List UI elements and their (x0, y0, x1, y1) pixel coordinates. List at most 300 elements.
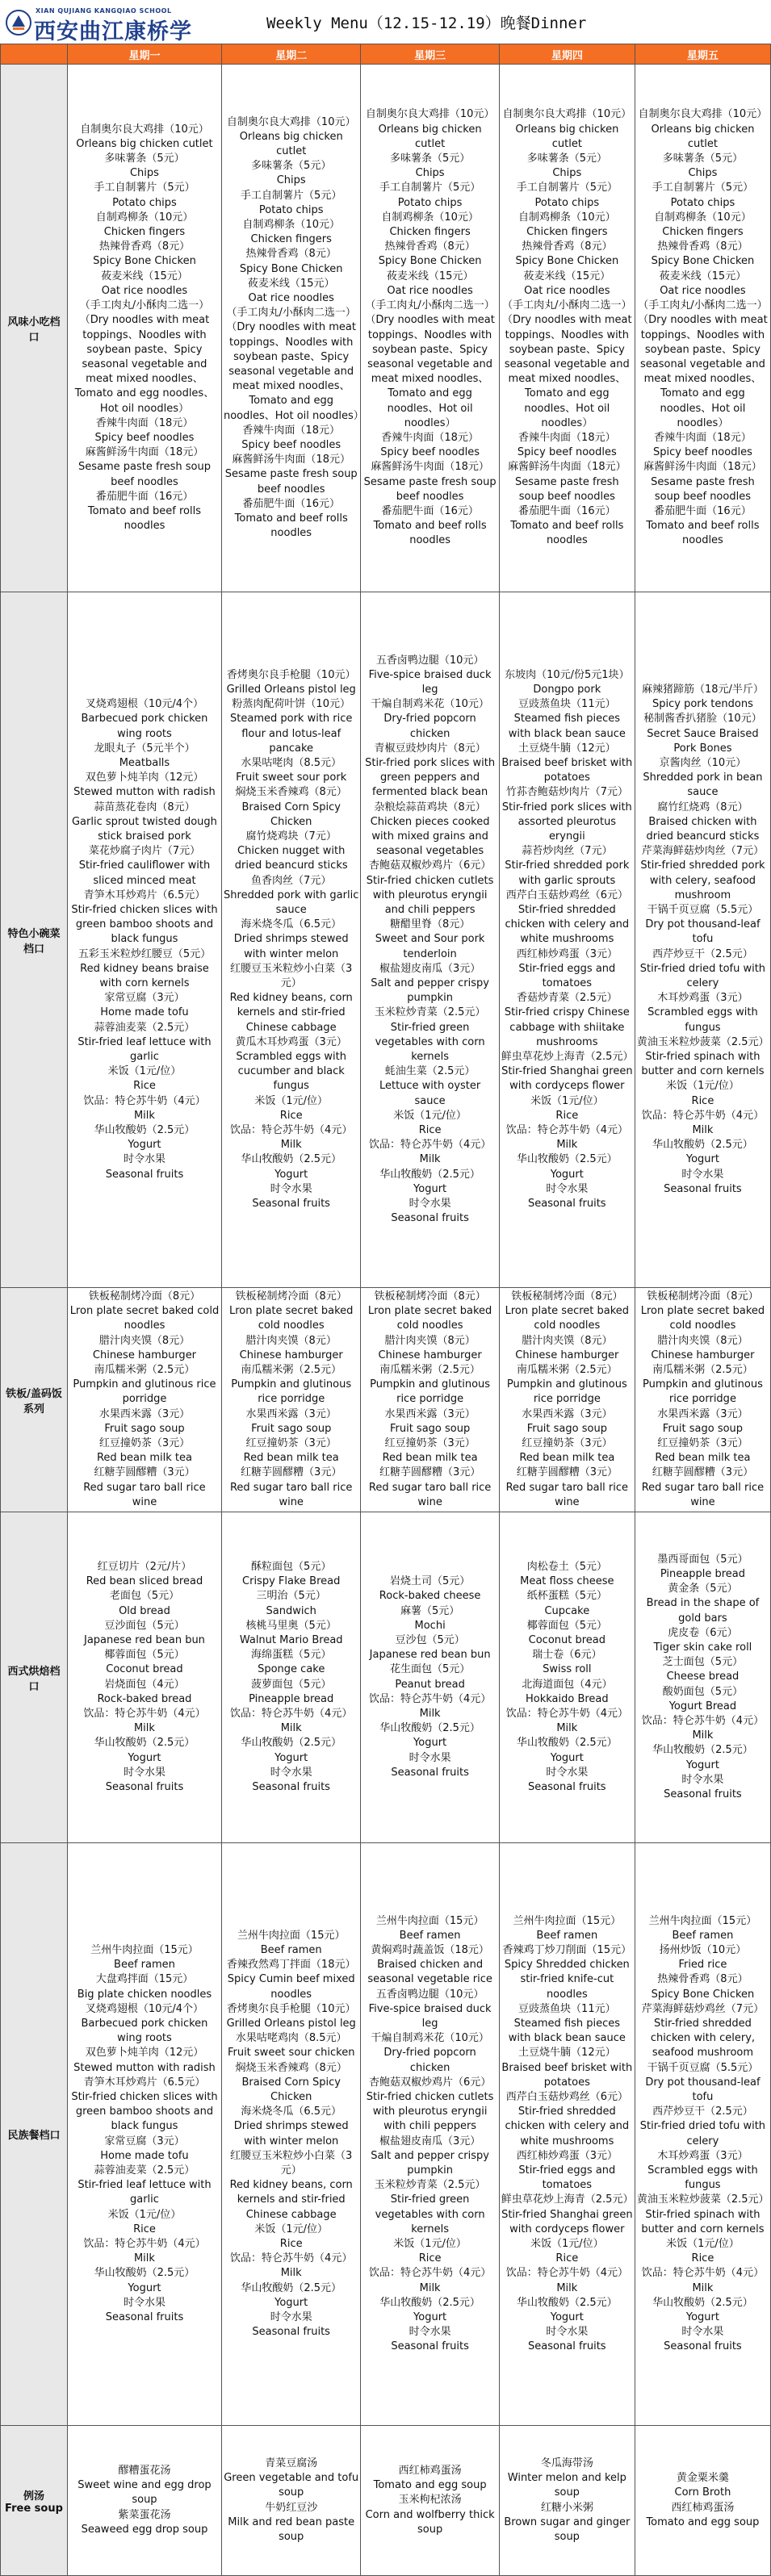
menu-item-text: Yogurt (128, 2281, 161, 2294)
menu-item-text: 番茄肥牛面（16元） (242, 497, 340, 510)
menu-item-text: 老面包（5元） (109, 1590, 180, 1603)
menu-item-text: 麻酱鲜汤牛肉面（18元） (643, 461, 762, 474)
menu-item-text: 多味薯条（5元） (251, 160, 332, 173)
menu-item-text: Chicken pieces cooked with mixed grains and seasonal vegetables (370, 815, 490, 858)
menu-item-text: Big plate chicken noodles (77, 1988, 212, 2001)
menu-item-text: Fruit sago soup (662, 1422, 744, 1435)
menu-item-text: Stir-fried Shanghai green with cordyceps flower (501, 1065, 633, 1093)
menu-item-text: 扬州炒饭（10元） (659, 1943, 747, 1956)
menu-item-text: Chicken fingers (103, 226, 186, 239)
menu-item-text: 冬瓜海带汤 (540, 2457, 593, 2469)
menu-item-text: 热辣骨香鸡（8元） (98, 240, 191, 253)
menu-item-text: 菠萝面包（5元） (251, 1678, 332, 1691)
menu-item-text: 黄油玉米粒炒菠菜（2.5元） (636, 2193, 769, 2206)
school-name-cn: 西安曲江康桥学 (34, 19, 192, 44)
menu-item-text: 南瓜糯米粥（2.5元） (516, 1364, 618, 1377)
corner-header (1, 44, 68, 65)
day-header-fri: 星期五 (635, 44, 770, 65)
menu-item-text: 饮品：特仑苏牛奶（4元） (368, 1692, 492, 1705)
menu-item-text: 饮品：特仑苏牛奶（4元） (230, 1124, 353, 1137)
menu-item-text: 紫菜蛋花汤 (118, 2508, 171, 2521)
menu-item-text: 青椒豆豉炒肉片（8元） (374, 742, 486, 755)
menu-item-text: Spicy Bone Chicken (515, 255, 619, 268)
category-label (1, 592, 68, 1288)
menu-item-text: 海绵蛋糕（5元） (251, 1649, 332, 1662)
menu-cell-wed (361, 1843, 499, 2426)
menu-item-text: 麻酱鲜汤牛肉面（18元） (232, 454, 350, 466)
menu-item-text: 米饭（1元/位） (107, 2208, 182, 2221)
menu-item-text: 鲜虫草花炒上海青（2.5元） (501, 2193, 634, 2206)
menu-cell-mon (67, 1288, 221, 1512)
menu-item-text: Chinese hamburger (515, 1349, 619, 1361)
menu-item-text: Sandwich (266, 1604, 316, 1617)
menu-item-text: Chicken nugget with dried beancurd sticks (234, 845, 348, 872)
menu-item-text: Orleans big chicken cutlet (651, 123, 755, 150)
menu-item-text: 红腰豆玉米粒炒小白菜（3元） (230, 2149, 353, 2177)
menu-item-text: 醪糟蛋花汤 (118, 2465, 171, 2478)
menu-item-text: Milk (692, 2281, 714, 2294)
menu-item-text: Milk and red bean paste soup (228, 2515, 355, 2543)
menu-row-iron-plate (1, 1288, 771, 1512)
menu-item-text: Spicy beef noodles (653, 446, 752, 459)
menu-item-text: 时令水果 (681, 1168, 724, 1181)
menu-cell-thu (499, 65, 635, 592)
menu-item-text: Beef ramen (260, 1943, 322, 1956)
day-header-wed: 星期三 (361, 44, 499, 65)
menu-item-text: Chips (415, 167, 445, 180)
menu-item-text: Red sugar taro ball rice wine (505, 1481, 629, 1508)
menu-item-text: 水果咕咾鸡肉（8.5元） (235, 2032, 347, 2045)
menu-item-text: Red sugar taro ball rice wine (229, 1481, 353, 1508)
menu-item-text: Fruit sweet sour pork (236, 772, 347, 784)
menu-item-text: Red bean milk tea (655, 1452, 751, 1465)
menu-item-text: 青菜豆腐汤 (265, 2457, 318, 2469)
menu-item-text: Stewed mutton with radish (73, 2061, 216, 2074)
menu-item-text: Seasonal fruits (528, 1198, 606, 1211)
menu-item-text: Potato chips (112, 196, 177, 209)
menu-cell-fri (635, 592, 770, 1288)
menu-item-text: 红豆撞奶茶（3元） (657, 1437, 748, 1450)
menu-item-text: Red bean milk tea (382, 1452, 478, 1465)
menu-item-text: 手工自制薯片（5元） (379, 182, 481, 194)
menu-cell-fri (635, 2426, 770, 2576)
menu-item-text: 兰州牛肉拉面（15元） (648, 1914, 757, 1927)
menu-cell-thu (499, 1843, 635, 2426)
menu-item-text: 椰蓉面包（5元） (526, 1619, 607, 1632)
menu-cell-mon (67, 65, 221, 592)
menu-item-text: Coconut bread (528, 1633, 606, 1646)
menu-item-text: 华山牧酸奶（2.5元） (516, 2296, 618, 2309)
menu-item-text: Beef ramen (114, 1959, 175, 1972)
menu-item-text: Yogurt (550, 2310, 584, 2323)
menu-item-text: Chicken fingers (250, 233, 332, 246)
menu-item-text: Potato chips (670, 196, 735, 209)
menu-cell-tue (221, 1843, 360, 2426)
menu-item-text: Yogurt Bread (668, 1700, 737, 1712)
menu-item-text: 热辣骨香鸡（8元） (522, 240, 613, 253)
menu-item-text: 水果西米露（3元） (384, 1407, 476, 1420)
menu-item-text: 热辣骨香鸡（8元） (657, 1973, 748, 1986)
menu-item-text: Stir-fried chicken cutlets with pleurotus eryngii with chili peppers (366, 2090, 494, 2133)
category-label (1, 1288, 68, 1512)
menu-cell-thu (499, 2426, 635, 2576)
menu-item-text: 芝士面包（5元） (662, 1656, 744, 1669)
menu-item-text: Seasonal fruits (391, 2340, 469, 2353)
menu-item-text: 香辣牛肉面（18元） (381, 431, 479, 444)
menu-item-text: Milk (280, 1722, 302, 1735)
category-text: 民族餐档口 (7, 2130, 61, 2143)
menu-table (0, 44, 771, 2576)
menu-item-text: 干锅千页豆腐（5.5元） (647, 903, 759, 916)
menu-item-text: Seasonal fruits (105, 1780, 184, 1793)
menu-item-text: 红豆切片（2元/片） (97, 1560, 192, 1573)
menu-item-text: 铁板秘制烤冷面（8元） (235, 1290, 347, 1303)
menu-item-text: 牛奶红豆沙 (265, 2501, 318, 2514)
menu-item-text: Dry pot thousand-leaf tofu (645, 918, 761, 946)
menu-item-text: 华山牧酸奶（2.5元） (94, 1124, 195, 1137)
menu-item-text: Milk (133, 1109, 155, 1122)
menu-item-text: 蒜苔炒肉丝（7元） (522, 845, 613, 858)
menu-item-text: Sweet wine and egg drop soup (78, 2479, 212, 2507)
menu-item-text: Potato chips (397, 196, 463, 209)
menu-item-text: 铁板秘制烤冷面（8元） (647, 1290, 759, 1303)
menu-item-text: Dongpo pork (533, 683, 601, 696)
menu-item-text: Seasonal fruits (664, 1788, 742, 1801)
menu-item-text: 粉蒸肉配荷叶饼（10元） (232, 698, 350, 711)
menu-item-text: 自制奥尔良大鸡排（10元） (502, 108, 632, 121)
menu-item-text: Dry-fried popcorn chicken (383, 2047, 476, 2074)
menu-item-text: 铁板秘制烤冷面（8元） (88, 1290, 201, 1303)
menu-item-text: Chicken fingers (389, 226, 471, 239)
menu-item-text: 时令水果 (409, 2326, 451, 2339)
menu-item-text: Shredded pork with garlic sauce (224, 889, 359, 916)
menu-item-text: 兰州牛肉拉面（15元） (513, 1914, 622, 1927)
menu-row-bakery (1, 1512, 771, 1843)
menu-item-text: 莜麦米线（15元） (523, 270, 611, 282)
menu-item-text: 饮品：特仑苏牛奶（4元） (641, 1109, 765, 1122)
menu-item-text: 红糖芋圆醪糟（3元） (652, 1466, 754, 1479)
menu-item-text: Seasonal fruits (252, 2326, 330, 2339)
menu-item-text: Yogurt (685, 1153, 719, 1166)
menu-item-text: （Dry noodles with meat toppings、Noodles with soybean paste、Spicy seasonal vegetable and meat mixed noodles、Tomato and egg noodles、Hot oil noodles） (74, 314, 215, 415)
menu-item-text: 时令水果 (123, 1766, 166, 1779)
menu-row-soup (1, 2426, 771, 2576)
menu-item-text: 手工自制薯片（5元） (516, 182, 618, 194)
menu-item-text: Chips (688, 167, 718, 180)
menu-item-text: 麻薯（5元） (400, 1604, 460, 1617)
menu-item-text: 肉松卷土（5元） (526, 1560, 607, 1573)
menu-item-text: Pineapple bread (660, 1568, 746, 1581)
menu-item-text: Five-spice braised duck leg (368, 668, 492, 696)
menu-item-text: Seasonal fruits (664, 1182, 742, 1195)
menu-item-text: Steamed fish pieces with black bean sauce (508, 2017, 626, 2045)
menu-item-text: 酥粒面包（5元） (251, 1560, 332, 1573)
menu-item-text: 西红柿鸡蛋汤 (671, 2501, 735, 2514)
menu-item-text: 龙眼丸子（5元半个） (94, 742, 195, 755)
menu-item-text: Stir-fried shredded pork with celery, seafood mushroom (640, 859, 765, 901)
menu-item-text: 杂粮烩蒜苗鸡块（8元） (374, 801, 486, 813)
menu-item-text: Red kidney beans, corn kernels and stir-fried Chinese cabbage (229, 992, 353, 1034)
menu-item-text: Yogurt (274, 1751, 308, 1764)
menu-item-text: 时令水果 (409, 1751, 451, 1764)
menu-item-text: Braised Corn Spicy Chicken (241, 801, 341, 828)
menu-item-text: 西芹白玉菇炒鸡丝（6元） (505, 889, 628, 901)
menu-item-text: 香辣孜然鸡丁拌面（18元） (226, 1959, 356, 1972)
menu-item-text: 瑞士卷（6元） (532, 1649, 602, 1662)
menu-item-text: 竹荪杏鲍菇炒肉片（7元） (505, 786, 628, 799)
menu-item-text: Yogurt (413, 2310, 447, 2323)
menu-item-text: Pumpkin and glutinous rice porridge (506, 1378, 627, 1406)
menu-item-text: 水果咕咾肉（8.5元） (241, 756, 342, 769)
menu-item-text: Rice (555, 2252, 579, 2265)
menu-item-text: Spicy Bone Chicken (651, 255, 755, 268)
menu-item-text: Corn and wolfberry thick soup (365, 2508, 495, 2536)
menu-item-text: Stir-fried chicken slices with green bamboo shoots and black fungus (71, 903, 218, 946)
menu-item-text: 麻酱鲜汤牛肉面（18元） (508, 461, 626, 474)
menu-item-text: 时令水果 (270, 2310, 312, 2323)
menu-item-text: Seasonal fruits (528, 1780, 606, 1793)
menu-item-text: Lettuce with oyster sauce (379, 1080, 481, 1107)
menu-item-text: Red bean milk tea (243, 1452, 339, 1465)
menu-item-text: Seasonal fruits (252, 1780, 330, 1793)
menu-item-text: Milk (692, 1729, 714, 1742)
menu-item-text: 香辣牛肉面（18元） (242, 424, 340, 437)
menu-item-text: 干煸自制鸡米花（10元） (371, 2032, 489, 2045)
menu-item-text: Dried shrimps stewed with winter melon (233, 2120, 349, 2147)
menu-item-text: 时令水果 (270, 1766, 312, 1779)
menu-item-text: Yogurt (550, 1751, 584, 1764)
menu-item-text: 米饭（1元/位） (254, 1094, 329, 1107)
menu-item-text: Spicy Bone Chicken (93, 255, 196, 268)
menu-item-text: 玉米粒炒青菜（2.5元） (374, 1006, 486, 1019)
menu-item-text: Winter melon and kelp soup (507, 2472, 626, 2499)
menu-item-text: 水果西米露（3元） (98, 1407, 191, 1420)
menu-item-text: 西红柿炒鸡蛋（3元） (516, 2149, 618, 2162)
menu-item-text: Hokkaido Bread (525, 1692, 609, 1705)
menu-item-text: Spicy beef noodles (380, 446, 480, 459)
menu-item-text: （手工肉丸/小酥肉二选一） (365, 299, 495, 312)
menu-item-text: Spicy pork tendons (652, 698, 753, 711)
menu-item-text: Red sugar taro ball rice wine (641, 1481, 765, 1508)
menu-item-text: 香菇炒青菜（2.5元） (516, 992, 618, 1005)
menu-item-text: Chicken fingers (662, 226, 744, 239)
menu-cell-mon (67, 592, 221, 1288)
menu-row-small-dishes (1, 592, 771, 1288)
menu-item-text: 自制鸡柳条（10元） (381, 211, 479, 224)
menu-item-text: （手工肉丸/小酥肉二选一） (502, 299, 632, 312)
menu-item-text: Beef ramen (536, 1929, 598, 1942)
menu-item-text: Secret Sauce Braised Pork Bones (647, 727, 759, 755)
menu-item-text: Stir-fried green vegetables with corn kernels (375, 1021, 485, 1064)
menu-item-text: Tomato and egg soup (373, 2479, 487, 2492)
menu-item-text: 豆豉蒸鱼块（11元） (518, 2002, 616, 2015)
menu-item-text: （Dry noodles with meat toppings、Noodles with soybean paste、Spicy seasonal vegetable and meat mixed noodles、Tomato and egg noodles、Hot oil noodles） (223, 321, 364, 422)
menu-item-text: 时令水果 (546, 1182, 589, 1195)
menu-item-text: Swiss roll (543, 1663, 592, 1676)
menu-item-text: Milk (133, 2252, 155, 2265)
menu-item-text: Lron plate secret baked cold noodles (69, 1305, 220, 1332)
menu-item-text: 手工自制薯片（5元） (241, 189, 342, 202)
menu-item-text: 椒盐翅皮南瓜（3元） (379, 962, 481, 975)
menu-item-text: Pumpkin and glutinous rice porridge (231, 1378, 352, 1406)
menu-item-text: 麻酱鲜汤牛肉面（18元） (85, 446, 204, 459)
menu-item-text: Oat rice noodles (248, 291, 334, 304)
menu-item-text: Potato chips (534, 196, 600, 209)
menu-item-text: 麻辣猪蹄筋（18元/半斤） (641, 683, 764, 696)
menu-item-text: 米饭（1元/位） (666, 2237, 740, 2250)
menu-item-text: Meat floss cheese (520, 1575, 614, 1588)
menu-item-text: 芹菜海鲜菇炒肉丝（7元） (641, 845, 765, 858)
menu-item-text: 饮品：特仑苏牛奶（4元） (83, 1707, 206, 1720)
menu-item-text: Scrambled eggs with fungus (647, 2164, 758, 2192)
menu-item-text: Spicy beef noodles (241, 439, 342, 452)
menu-item-text: 干锅千页豆腐（5.5元） (647, 2061, 759, 2074)
menu-item-text: 豆沙面包（5元） (104, 1619, 185, 1632)
menu-item-text: Stir-fried dried tofu with celery (639, 2120, 766, 2147)
menu-item-text: Tomato and beef rolls noodles (510, 520, 624, 547)
menu-item-text: Lron plate secret baked cold noodles (367, 1305, 492, 1332)
menu-item-text: 腊汁肉夹馍（8元） (98, 1334, 191, 1347)
menu-item-text: 多味薯条（5元） (526, 153, 607, 165)
menu-item-text: 双色萝卜炖羊肉（12元） (85, 772, 204, 784)
menu-cell-wed (361, 1512, 499, 1843)
menu-item-text: Scrambled eggs with cucumber and black fungus (236, 1051, 346, 1093)
menu-item-text: Five-spice braised duck leg (368, 2002, 492, 2030)
menu-item-text: Stir-fried chicken slices with green bamboo shoots and black fungus (71, 2090, 218, 2133)
menu-item-text: Rice (418, 1124, 442, 1137)
menu-item-text: 玉米粒炒青菜（2.5元） (374, 2179, 486, 2192)
menu-item-text: Pumpkin and glutinous rice porridge (73, 1378, 216, 1406)
menu-item-text: Salt and pepper crispy pumpkin (371, 2149, 489, 2177)
menu-item-text: 虎皮卷（6元） (668, 1626, 738, 1639)
menu-item-text: Stir-fried Shanghai green with cordyceps flower (501, 2208, 633, 2235)
menu-item-text: 时令水果 (546, 1766, 589, 1779)
menu-item-text: （手工肉丸/小酥肉二选一） (226, 307, 356, 320)
menu-item-text: 米饭（1元/位） (530, 1094, 604, 1107)
menu-cell-thu (499, 592, 635, 1288)
menu-item-text: 岩烧土司（5元） (389, 1575, 471, 1588)
menu-item-text: 芹菜海鲜菇炒鸡丝（7元） (641, 2002, 765, 2015)
menu-item-text: 蒜蓉油麦菜（2.5元） (94, 2164, 195, 2177)
menu-cell-fri (635, 1512, 770, 1843)
menu-item-text: Seasonal fruits (391, 1212, 469, 1225)
menu-item-text: Chinese hamburger (378, 1349, 482, 1361)
menu-item-text: Orleans big chicken cutlet (515, 123, 619, 150)
menu-item-text: 土豆烧牛腩（12元） (518, 742, 616, 755)
category-label (1, 65, 68, 592)
menu-item-text: 家常豆腐（3元） (104, 992, 185, 1005)
menu-item-text: Tomato and beef rolls noodles (373, 520, 487, 547)
menu-item-text: Fruit sago soup (389, 1422, 471, 1435)
menu-item-text: Chinese hamburger (92, 1349, 197, 1361)
menu-item-text: Fried rice (678, 1959, 727, 1972)
menu-item-text: 西红柿炒鸡蛋（3元） (516, 947, 618, 960)
menu-item-text: 多味薯条（5元） (104, 153, 185, 165)
menu-cell-mon (67, 2426, 221, 2576)
menu-item-text: 华山牧酸奶（2.5元） (94, 1737, 195, 1750)
menu-item-text: Mochi (414, 1619, 446, 1632)
menu-item-text: Pumpkin and glutinous rice porridge (642, 1378, 763, 1406)
menu-item-text: Stir-fried pork slices with green peppers and fermented black bean (365, 756, 496, 799)
menu-item-text: Orleans big chicken cutlet (239, 130, 343, 157)
menu-item-text: 番茄肥牛面（16元） (95, 490, 194, 503)
menu-item-text: Yogurt (128, 1139, 161, 1152)
menu-item-text: 鱼香肉丝（7元） (251, 874, 332, 887)
menu-item-text: 多味薯条（5元） (662, 153, 744, 165)
school-name-en: XIAN QUJIANG KANGQIAO SCHOOL (36, 7, 172, 15)
menu-item-text: 黄金条（5元） (668, 1583, 738, 1595)
menu-item-text: 华山牧酸奶（2.5元） (652, 1139, 753, 1152)
menu-item-text: 墨西哥面包（5元） (657, 1553, 748, 1566)
menu-item-text: Stir-fried spinach with butter and corn kernels (641, 2208, 765, 2235)
menu-item-text: 红豆撞奶茶（3元） (522, 1437, 613, 1450)
menu-item-text: 椰蓉面包（5元） (104, 1649, 185, 1662)
menu-item-text: Sesame paste fresh soup beef noodles (515, 475, 619, 503)
menu-item-text: 黄油玉米粒炒菠菜（2.5元） (636, 1035, 769, 1048)
menu-item-text: 饮品：特仑苏牛奶（4元） (368, 2267, 492, 2280)
menu-item-text: 香烤奥尔良手枪腿（10元） (226, 2002, 356, 2015)
menu-item-text: Dry pot thousand-leaf tofu (645, 2076, 761, 2103)
menu-item-text: 热辣骨香鸡（8元） (245, 248, 337, 261)
menu-item-text: Stir-fried leaf lettuce with garlic (78, 1035, 212, 1064)
menu-item-text: 五香卤鸭边腿（10元） (375, 1988, 484, 2001)
menu-item-text: 木耳炒鸡蛋（3元） (657, 992, 748, 1005)
menu-item-text: 西芹白玉菇炒鸡丝（6元） (505, 2090, 628, 2103)
menu-item-text: （手工肉丸/小酥肉二选一） (638, 299, 768, 312)
menu-item-text: 杏鲍菇双椒炒鸡片（6元） (368, 2076, 492, 2089)
menu-item-text: 红豆撞奶茶（3元） (384, 1437, 476, 1450)
menu-item-text: Stir-fried green vegetables with corn kernels (375, 2193, 485, 2235)
menu-item-text: 水果西米露（3元） (522, 1407, 613, 1420)
menu-item-text: Tomato and beef rolls noodles (646, 520, 760, 547)
menu-item-text: Yogurt (550, 1168, 584, 1181)
menu-item-text: 家常豆腐（3元） (104, 2135, 185, 2147)
menu-item-text: Yogurt (274, 2296, 308, 2309)
menu-cell-thu (499, 1288, 635, 1512)
menu-item-text: Red bean milk tea (519, 1452, 615, 1465)
menu-item-text: Stir-fried leaf lettuce with garlic (78, 2179, 212, 2206)
menu-item-text: 华山牧酸奶（2.5元） (652, 2296, 753, 2309)
menu-item-text: Coconut bread (106, 1663, 183, 1676)
menu-item-text: Rice (133, 1080, 156, 1093)
menu-item-text: Tomato and egg soup (646, 2515, 760, 2528)
menu-item-text: Milk (556, 1139, 578, 1152)
menu-item-text: Milk (280, 2267, 302, 2280)
menu-item-text: Seaweed egg drop soup (81, 2523, 208, 2536)
menu-item-text: （Dry noodles with meat toppings、Noodles with soybean paste、Spicy seasonal vegetable and meat mixed noodles、Tomato and egg noodles、Hot oil noodles） (638, 314, 768, 429)
menu-item-text: Yogurt (685, 1758, 719, 1771)
menu-item-text: 米饭（1元/位） (107, 1065, 182, 1078)
menu-item-text: 木耳炒鸡蛋（3元） (657, 2149, 748, 2162)
menu-cell-fri (635, 1288, 770, 1512)
menu-item-text: Oat rice noodles (101, 284, 188, 297)
menu-row-ethnic (1, 1843, 771, 2426)
menu-item-text: 自制奥尔良大鸡排（10元） (226, 115, 356, 128)
menu-item-text: 鲜虫草花炒上海青（2.5元） (501, 1051, 634, 1064)
menu-item-text: Seasonal fruits (391, 1766, 469, 1779)
category-text: 西式烘焙档口 (7, 1665, 61, 1693)
menu-item-text: Tomato and beef rolls noodles (87, 504, 201, 533)
menu-item-text: 饮品：特仑苏牛奶（4元） (230, 1707, 353, 1720)
menu-item-text: Oat rice noodles (524, 284, 610, 297)
menu-item-text: Rice (691, 2252, 714, 2265)
day-header-row (1, 44, 771, 65)
menu-item-text: 自制鸡柳条（10元） (518, 211, 616, 224)
menu-item-text: 米饭（1元/位） (254, 2223, 329, 2235)
menu-item-text: Rice (133, 2223, 156, 2235)
menu-item-text: 饮品：特仑苏牛奶（4元） (83, 2237, 206, 2250)
menu-item-text: Sesame paste fresh soup beef noodles (224, 468, 358, 496)
